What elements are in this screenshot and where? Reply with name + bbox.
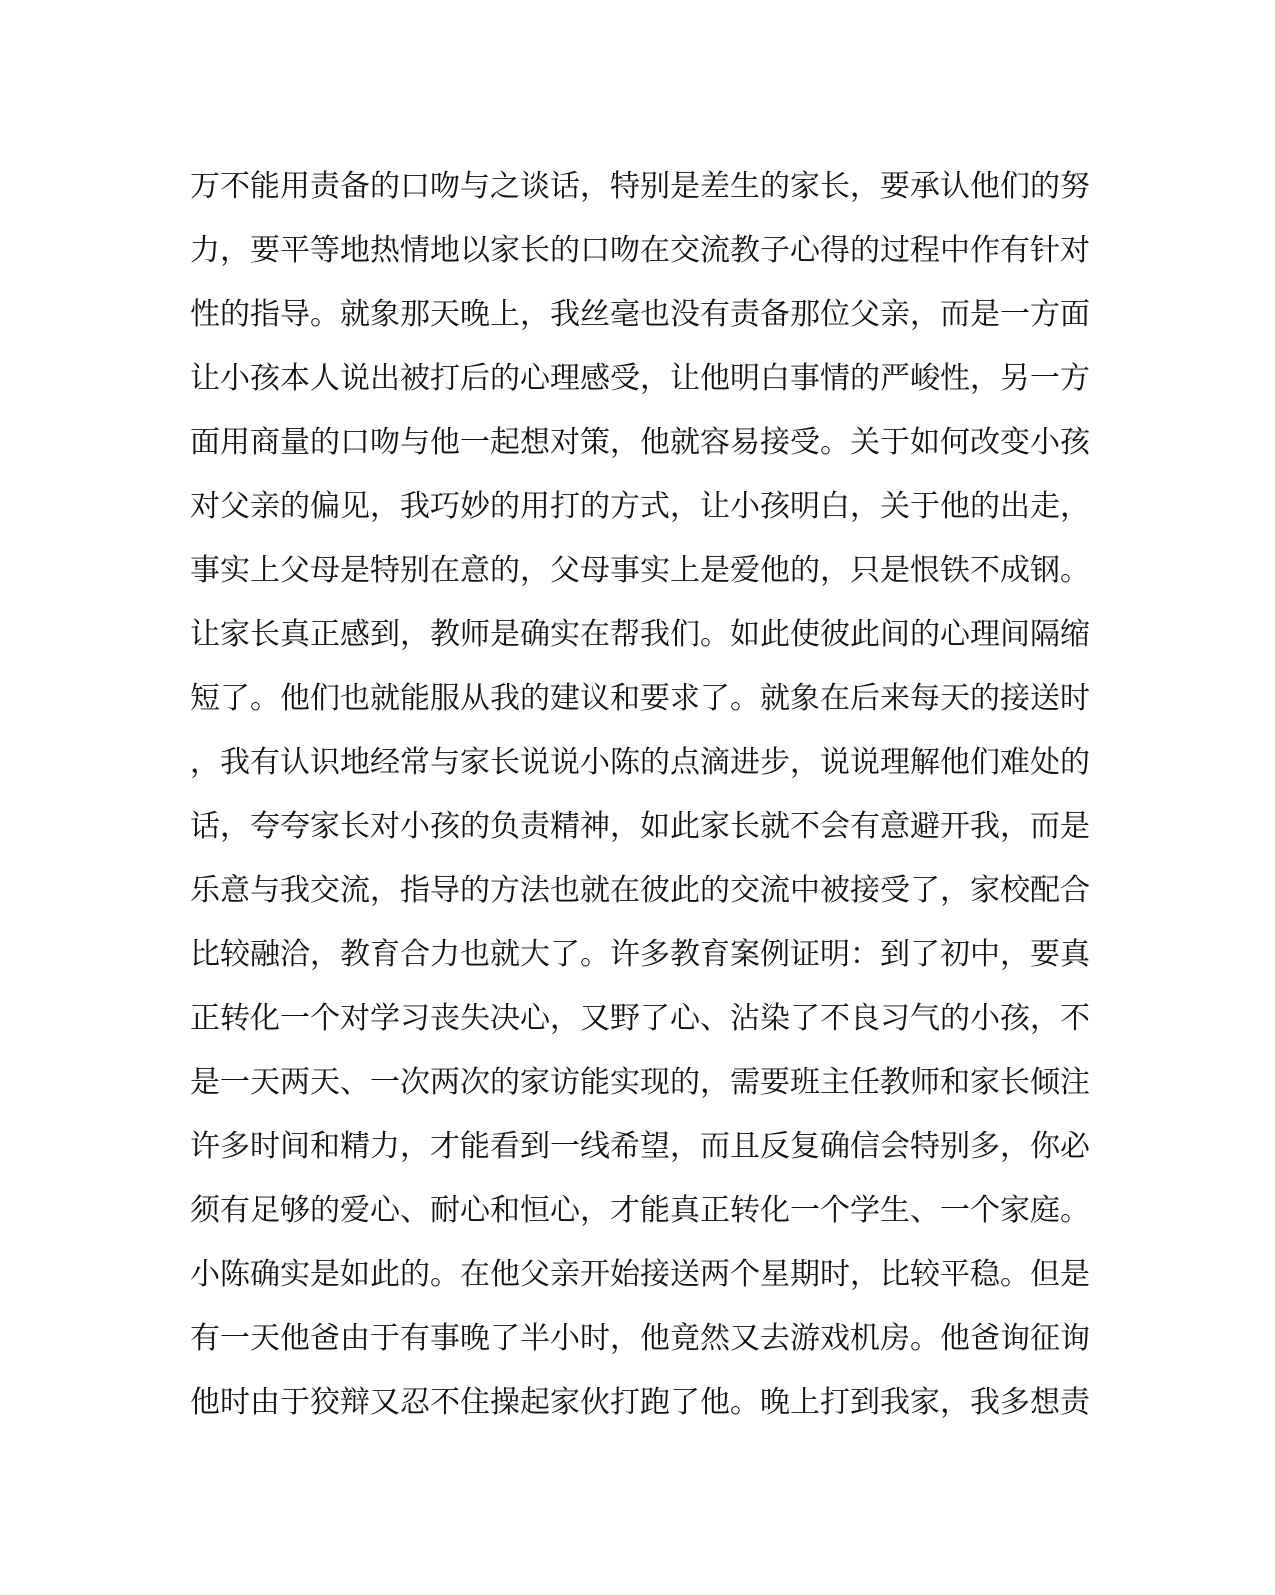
text-line: 乐意与我交流，指导的方法也就在彼此的交流中被接受了，家校配合 bbox=[190, 873, 1090, 908]
text-line: 他时由于狡辩又忍不住操起家伙打跑了他。晚上打到我家，我多想责 bbox=[190, 1385, 1090, 1420]
text-line: 正转化一个对学习丧失决心，又野了心、沾染了不良习气的小孩，不 bbox=[190, 1001, 1090, 1036]
text-line: 面用商量的口吻与他一起想对策，他就容易接受。关于如何改变小孩 bbox=[190, 425, 1090, 460]
text-line: 有一天他爸由于有事晚了半小时，他竟然又去游戏机房。他爸询征询 bbox=[190, 1321, 1090, 1356]
text-line: 须有足够的爱心、耐心和恒心，才能真正转化一个学生、一个家庭。 bbox=[190, 1193, 1090, 1228]
text-line: 小陈确实是如此的。在他父亲开始接送两个星期时，比较平稳。但是 bbox=[190, 1257, 1090, 1292]
text-line: 力，要平等地热情地以家长的口吻在交流教子心得的过程中作有针对 bbox=[190, 233, 1090, 268]
text-line: 万不能用责备的口吻与之谈话，特别是差生的家长，要承认他们的努 bbox=[190, 169, 1090, 204]
text-line: 话，夸夸家长对小孩的负责精神，如此家长就不会有意避开我，而是 bbox=[190, 809, 1090, 844]
text-line: 对父亲的偏见，我巧妙的用打的方式，让小孩明白，关于他的出走， bbox=[190, 489, 1090, 524]
text-line: 让小孩本人说出被打后的心理感受，让他明白事情的严峻性，另一方 bbox=[190, 361, 1090, 396]
text-line: 事实上父母是特别在意的，父母事实上是爱他的，只是恨铁不成钢。 bbox=[190, 553, 1090, 588]
text-line: 性的指导。就象那天晚上，我丝毫也没有责备那位父亲，而是一方面 bbox=[190, 297, 1090, 332]
body-text bbox=[190, 155, 1090, 1435]
text-line: 许多时间和精力，才能看到一线希望，而且反复确信会特别多，你必 bbox=[190, 1129, 1090, 1164]
text-line: 短了。他们也就能服从我的建议和要求了。就象在后来每天的接送时 bbox=[190, 681, 1090, 716]
text-line: 是一天两天、一次两次的家访能实现的，需要班主任教师和家长倾注 bbox=[190, 1065, 1090, 1100]
text-line: ，我有认识地经常与家长说说小陈的点滴进步，说说理解他们难处的 bbox=[190, 745, 1090, 780]
text-line: 让家长真正感到，教师是确实在帮我们。如此使彼此间的心理间隔缩 bbox=[190, 617, 1090, 652]
text-line: 比较融洽，教育合力也就大了。许多教育案例证明：到了初中，要真 bbox=[190, 937, 1090, 972]
